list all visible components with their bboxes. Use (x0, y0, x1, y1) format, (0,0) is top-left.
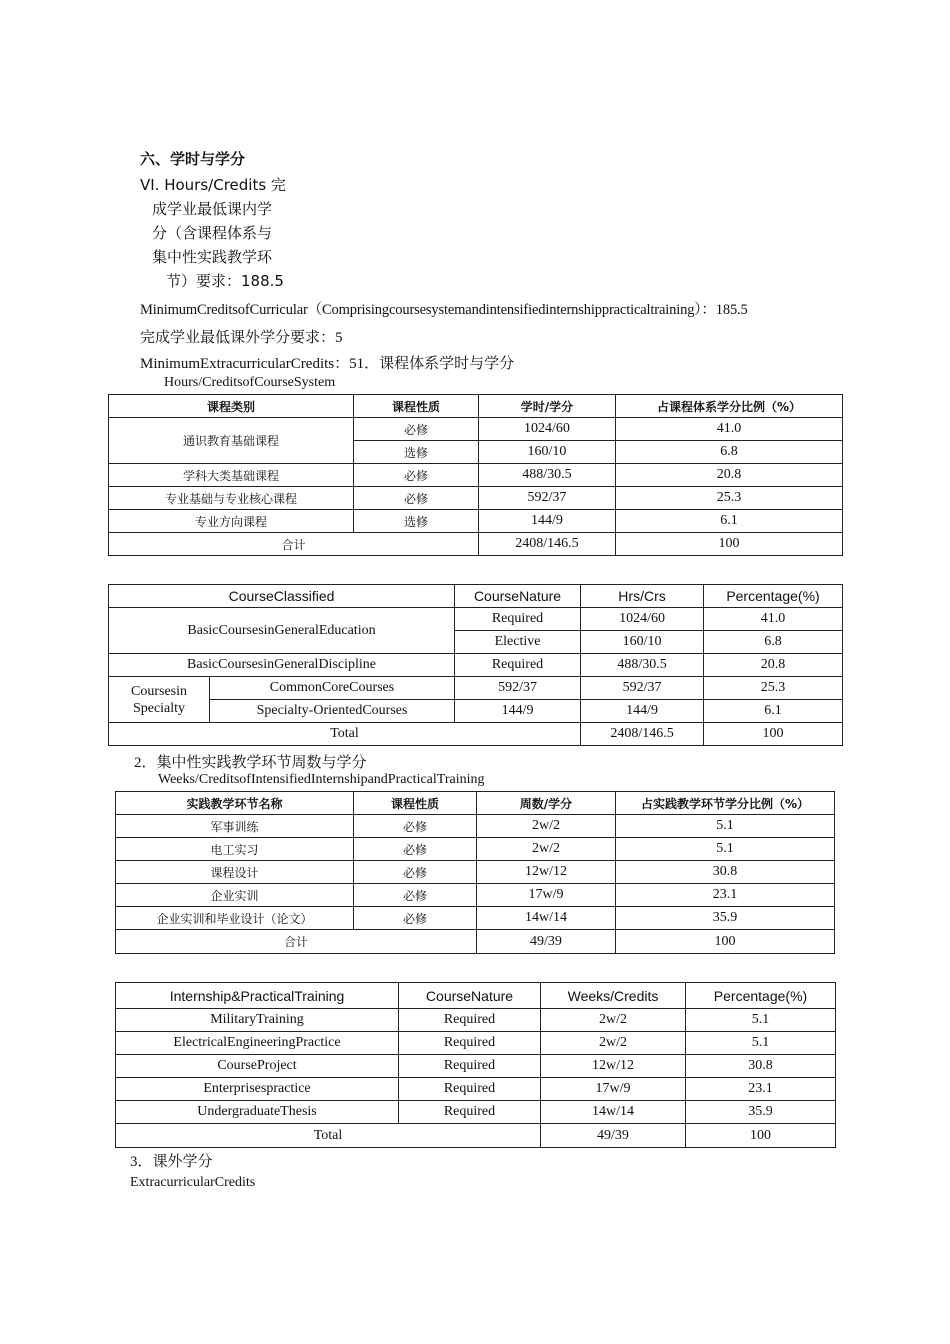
name-cell: Enterprisespractice (116, 1078, 399, 1101)
minimum-curricular-credits: MinimumCreditsofCurricular（Comprisingcoursesystemandintensifiedinternshippracticaltraining）：185.5 (140, 302, 748, 318)
pct-cell: 25.3 (616, 487, 843, 510)
course-system-table-cn (108, 394, 843, 556)
weeks-cell: 2w/2 (477, 838, 616, 861)
name-cell: 企业实训 (116, 884, 354, 907)
total-label: Total (109, 723, 581, 746)
total-row (109, 533, 843, 556)
nature-cell: Elective (455, 631, 581, 654)
header-internship-training: Internship&PracticalTraining (116, 983, 399, 1009)
total-hours: 2408/146.5 (581, 723, 704, 746)
header-weeks-credits: 周数/学分 (477, 792, 616, 815)
hours-cell: 592/37 (581, 677, 704, 700)
table-row (109, 418, 843, 441)
header-percentage: Percentage(%) (704, 585, 843, 608)
category-cell: BasicCoursesinGeneralDiscipline (109, 654, 455, 677)
header-course-nature: 课程性质 (354, 792, 477, 815)
header-hrs-crs: Hrs/Crs (581, 585, 704, 608)
table-row (109, 700, 843, 723)
nature-cell: Required (399, 1101, 541, 1124)
nature-cell: Required (399, 1009, 541, 1032)
table-row (116, 815, 835, 838)
hours-cell: 1024/60 (479, 418, 616, 441)
name-cell: 电工实习 (116, 838, 354, 861)
course-system-subtitle: Hours/CreditsofCourseSystem (164, 375, 336, 390)
group-line-2: Specialty (132, 700, 186, 716)
pct-cell: 23.1 (686, 1078, 836, 1101)
table-row (109, 510, 843, 533)
table-row (116, 884, 835, 907)
nature-cell: 必修 (354, 464, 479, 487)
pct-cell: 41.0 (704, 608, 843, 631)
nature-cell: Required (399, 1032, 541, 1055)
pct-cell: 20.8 (616, 464, 843, 487)
category-cell: BasicCoursesinGeneralEducation (109, 608, 455, 654)
name-cell: 课程设计 (116, 861, 354, 884)
table-row (109, 654, 843, 677)
name-cell: CourseProject (116, 1055, 399, 1078)
nature-cell: 144/9 (455, 700, 581, 723)
table-row (116, 1032, 836, 1055)
header-weeks-credits: Weeks/Credits (541, 983, 686, 1009)
pct-cell: 20.8 (704, 654, 843, 677)
pct-cell: 35.9 (616, 907, 835, 930)
weeks-cell: 12w/12 (541, 1055, 686, 1078)
pct-cell: 6.8 (616, 441, 843, 464)
total-pct: 100 (704, 723, 843, 746)
pct-cell: 5.1 (686, 1032, 836, 1055)
pct-cell: 5.1 (616, 815, 835, 838)
name-cell: UndergraduateThesis (116, 1101, 399, 1124)
nature-cell: 592/37 (455, 677, 581, 700)
nature-cell: 必修 (354, 907, 477, 930)
hours-cell: 144/9 (479, 510, 616, 533)
nature-cell: 必修 (354, 838, 477, 861)
weeks-cell: 2w/2 (541, 1009, 686, 1032)
pct-cell: 5.1 (686, 1009, 836, 1032)
table-row (109, 487, 843, 510)
requirement-line-2: 分（含课程体系与 (152, 224, 273, 242)
table-row (116, 907, 835, 930)
weeks-cell: 17w/9 (477, 884, 616, 907)
table-row (116, 1009, 836, 1032)
category-cell: 专业方向课程 (109, 510, 354, 533)
nature-cell: 必修 (354, 418, 479, 441)
category-cell: 学科大类基础课程 (109, 464, 354, 487)
pct-cell: 25.3 (704, 677, 843, 700)
category-cell: Specialty-OrientedCourses (210, 700, 455, 723)
header-course-classified: CourseClassified (109, 585, 455, 608)
pct-cell: 6.1 (704, 700, 843, 723)
specialty-group-cell (109, 677, 210, 723)
hours-cell: 488/30.5 (581, 654, 704, 677)
table-row (116, 1055, 836, 1078)
header-course-category: 课程类别 (109, 395, 354, 418)
total-weeks: 49/39 (541, 1124, 686, 1148)
nature-cell: 必修 (354, 487, 479, 510)
pct-cell: 30.8 (616, 861, 835, 884)
total-pct: 100 (616, 533, 843, 556)
total-weeks: 49/39 (477, 930, 616, 954)
pct-cell: 6.8 (704, 631, 843, 654)
nature-cell: 选修 (354, 441, 479, 464)
weeks-cell: 14w/14 (477, 907, 616, 930)
weeks-cell: 2w/2 (477, 815, 616, 838)
subsection-3-title-en: ExtracurricularCredits (130, 1175, 256, 1190)
nature-cell: 必修 (354, 815, 477, 838)
subsection-3-title-cn: 3．课外学分 (130, 1154, 213, 1170)
heading-en-suffix: 完 (266, 176, 286, 194)
header-course-nature: CourseNature (399, 983, 541, 1009)
pct-cell: 6.1 (616, 510, 843, 533)
header-course-nature: 课程性质 (354, 395, 479, 418)
weeks-cell: 14w/14 (541, 1101, 686, 1124)
total-label: 合计 (109, 533, 479, 556)
hours-cell: 160/10 (581, 631, 704, 654)
extracurricular-requirement-cn: 完成学业最低课外学分要求：5 (140, 330, 343, 346)
weeks-cell: 2w/2 (541, 1032, 686, 1055)
weeks-cell: 17w/9 (541, 1078, 686, 1101)
requirement-line-1: 成学业最低课内学 (152, 200, 273, 218)
hours-cell: 488/30.5 (479, 464, 616, 487)
weeks-cell: 12w/12 (477, 861, 616, 884)
header-percentage: 占实践教学环节学分比例（%） (616, 792, 835, 815)
total-hours: 2408/146.5 (479, 533, 616, 556)
name-cell: ElectricalEngineeringPractice (116, 1032, 399, 1055)
nature-cell: Required (455, 608, 581, 631)
header-percentage: Percentage(%) (686, 983, 836, 1009)
course-system-table-en (108, 584, 843, 746)
subsection-2-title-cn: 2．集中性实践教学环节周数与学分 (134, 755, 367, 771)
nature-cell: 必修 (354, 884, 477, 907)
table-row (116, 1078, 836, 1101)
nature-cell: Required (455, 654, 581, 677)
table-row (109, 464, 843, 487)
header-percentage: 占课程体系学分比例（%） (616, 395, 843, 418)
nature-cell: Required (399, 1078, 541, 1101)
total-row (109, 723, 843, 746)
name-cell: 企业实训和毕业设计（论文） (116, 907, 354, 930)
table-row (116, 861, 835, 884)
table-row (116, 838, 835, 861)
pct-cell: 23.1 (616, 884, 835, 907)
category-cell: CommonCoreCourses (210, 677, 455, 700)
practical-training-table-en (115, 982, 836, 1148)
header-hours-credits: 学时/学分 (479, 395, 616, 418)
requirement-line-4: 节）要求：188.5 (166, 272, 284, 290)
pct-cell: 41.0 (616, 418, 843, 441)
nature-cell: 必修 (354, 861, 477, 884)
category-cell: 专业基础与专业核心课程 (109, 487, 354, 510)
total-row (116, 930, 835, 954)
table-row (116, 1101, 836, 1124)
table-row (109, 608, 843, 631)
hours-cell: 144/9 (581, 700, 704, 723)
subsection-2-title-en: Weeks/CreditsofIntensifiedInternshipandPracticalTraining (158, 772, 485, 787)
pct-cell: 30.8 (686, 1055, 836, 1078)
section-heading-cn: 六、学时与学分 (140, 150, 246, 168)
total-pct: 100 (616, 930, 835, 954)
nature-cell: 选修 (354, 510, 479, 533)
header-training-name: 实践教学环节名称 (116, 792, 354, 815)
requirement-line-3: 集中性实践教学环 (152, 248, 273, 266)
total-label: 合计 (116, 930, 477, 954)
total-label: Total (116, 1124, 541, 1148)
hours-cell: 592/37 (479, 487, 616, 510)
heading-en-prefix: VI. Hours/Credits (140, 176, 267, 194)
practical-training-table-cn (115, 791, 835, 954)
group-line-1: Coursesin (131, 683, 187, 699)
header-course-nature: CourseNature (455, 585, 581, 608)
pct-cell: 5.1 (616, 838, 835, 861)
name-cell: 军事训练 (116, 815, 354, 838)
hours-cell: 160/10 (479, 441, 616, 464)
total-pct: 100 (686, 1124, 836, 1148)
category-cell: 通识教育基础课程 (109, 418, 354, 464)
name-cell: MilitaryTraining (116, 1009, 399, 1032)
table-row (109, 677, 843, 700)
pct-cell: 35.9 (686, 1101, 836, 1124)
nature-cell: Required (399, 1055, 541, 1078)
section-heading-en (140, 174, 286, 195)
total-row (116, 1124, 836, 1148)
hours-cell: 1024/60 (581, 608, 704, 631)
minimum-extracurricular-line: MinimumExtracurricularCredits：51．课程体系学时与学分 (140, 356, 515, 372)
